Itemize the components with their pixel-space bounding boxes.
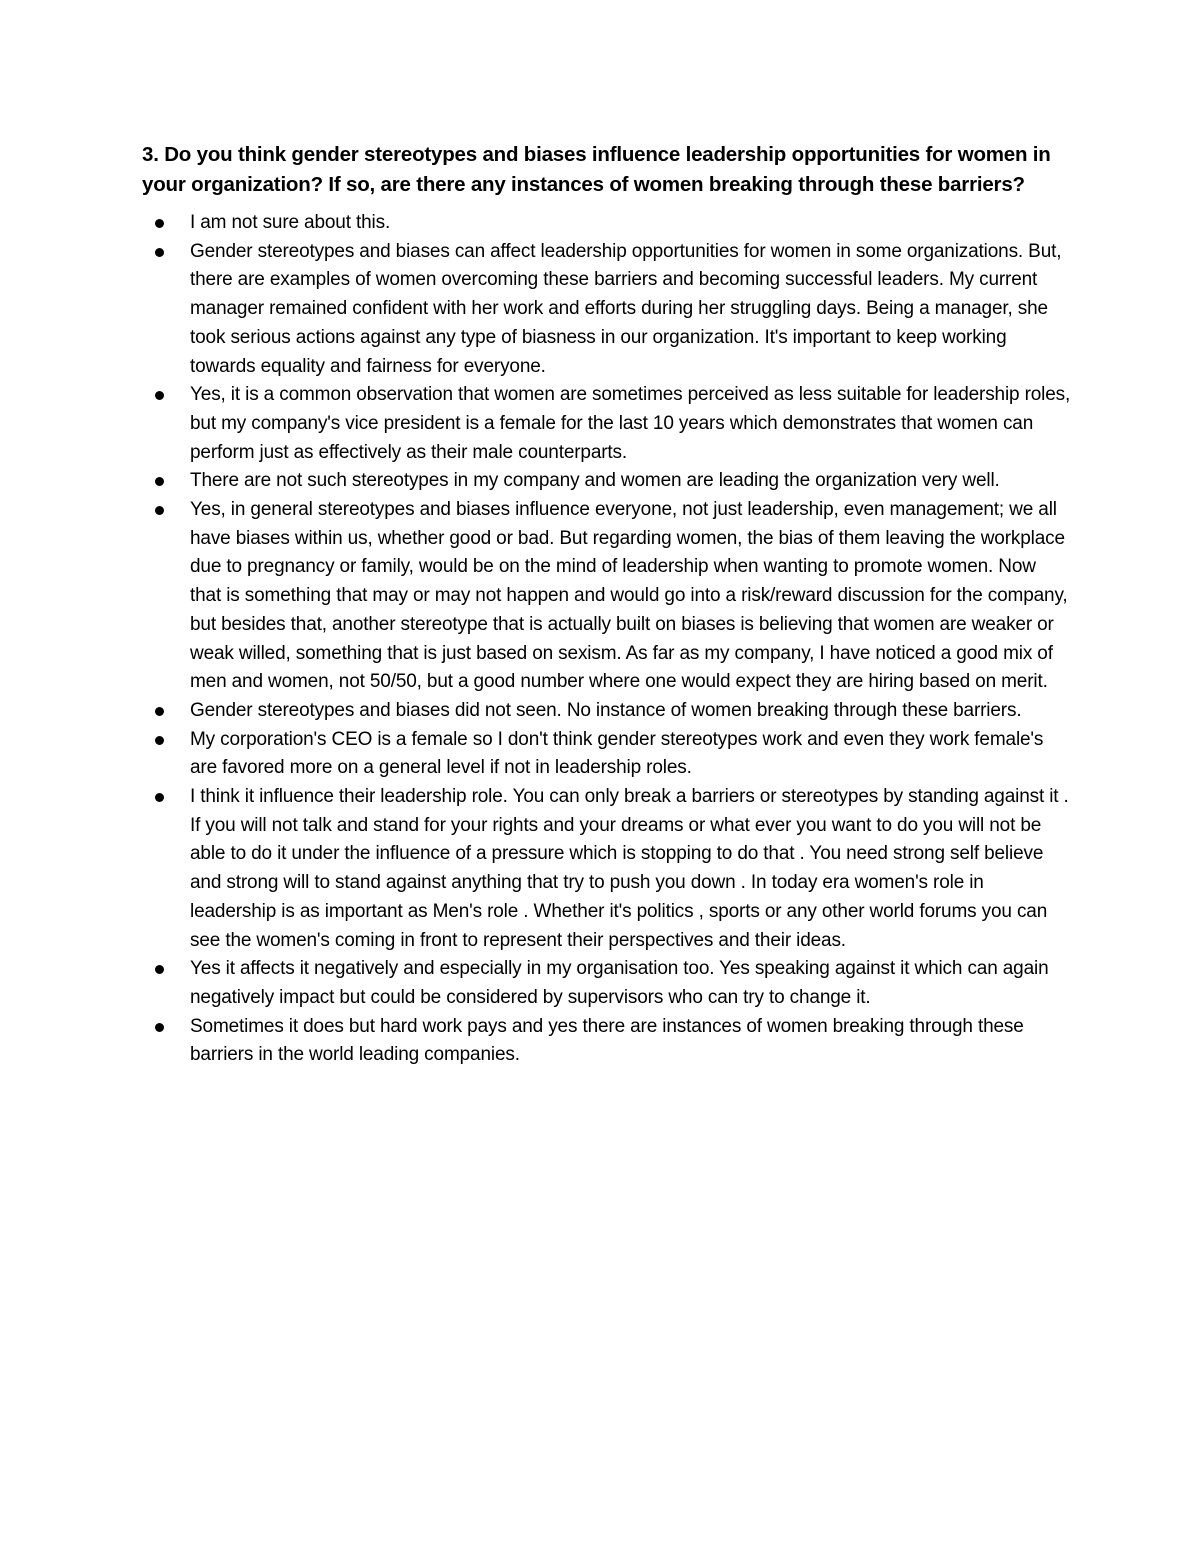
bullet-icon	[155, 793, 164, 802]
bullet-icon	[155, 965, 164, 974]
bullet-icon	[155, 248, 164, 257]
bullet-icon	[155, 736, 164, 745]
answer-text: There are not such stereotypes in my company and women are leading the organization very well.	[190, 470, 1000, 492]
answer-text: I think it influence their leadership role. You can only break a barriers or stereotypes by standing against it . If you will not talk and stand for your rights and your dreams or what ever you want to do you will not be able to do it under the influence of a pressure which is stopping to do that . You need strong self believe and strong will to stand against anything that try to push you down . In today era women's role in leadership is as important as Men's role . Whether it's politics , sports or any other world forums you can see the women's coming in front to represent their perspectives and their ideas.	[190, 786, 1069, 951]
bullet-icon	[155, 506, 164, 515]
question-heading: 3. Do you think gender stereotypes and biases influence leadership opportunities for women in your organization? If so, are there any instances of women breaking through these barriers?	[142, 143, 1051, 196]
answer-item	[142, 238, 1072, 382]
answer-item	[142, 381, 1072, 467]
answer-text: Yes, it is a common observation that women are sometimes perceived as less suitable for leadership roles, but my company's vice president is a female for the last 10 years which demonstrates that women can perform just as effectively as their male counterparts.	[190, 384, 1071, 463]
answer-item	[142, 1013, 1072, 1070]
answer-item	[142, 783, 1072, 955]
bullet-icon	[155, 707, 164, 716]
answer-item	[142, 496, 1072, 697]
bullet-icon	[155, 1023, 164, 1032]
answer-item	[142, 955, 1072, 1012]
answer-item	[142, 697, 1072, 726]
answer-text: Gender stereotypes and biases can affect leadership opportunities for women in some organizations. But, there are examples of women overcoming these barriers and becoming successful leaders. My current manager remained confident with her work and efforts during her struggling days. Being a manager, she took serious actions against any type of biasness in our organization. It's important to keep working towards equality and fairness for everyone.	[190, 240, 1062, 377]
answer-text: Yes, in general stereotypes and biases influence everyone, not just leadership, even management; we all have biases within us, whether good or bad. But regarding women, the bias of them leaving the workplace due to pregnancy or family, would be on the mind of leadership when wanting to promote women. Now that is something that may or may not happen and would go into a risk/reward discussion for the company, but besides that, another stereotype that is actually built on biases is believing that women are weaker or weak willed, something that is just based on sexism. As far as my company, I have noticed a good mix of men and women, not 50/50, but a good number where one would expect they are hiring based on merit.	[190, 499, 1068, 693]
answer-text: I am not sure about this.	[190, 212, 391, 233]
bullet-icon	[155, 477, 164, 486]
answer-item	[142, 467, 1072, 496]
answer-item	[142, 726, 1072, 783]
bullet-icon	[155, 219, 164, 228]
document-content	[142, 140, 1072, 1070]
bullet-icon	[155, 391, 164, 400]
answer-item	[142, 209, 1072, 238]
answer-text: Yes it affects it negatively and especially in my organisation too. Yes speaking against it which can again negatively impact but could be considered by supervisors who can try to change it.	[190, 958, 1049, 1008]
answer-text: Gender stereotypes and biases did not seen. No instance of women breaking through these barriers.	[190, 699, 1022, 721]
answer-list	[142, 209, 1072, 1070]
answer-text: Sometimes it does but hard work pays and yes there are instances of women breaking through these barriers in the world leading companies.	[190, 1015, 1024, 1066]
answer-text: My corporation's CEO is a female so I don't think gender stereotypes work and even they work female's are favored more on a general level if not in leadership roles.	[190, 728, 1044, 779]
